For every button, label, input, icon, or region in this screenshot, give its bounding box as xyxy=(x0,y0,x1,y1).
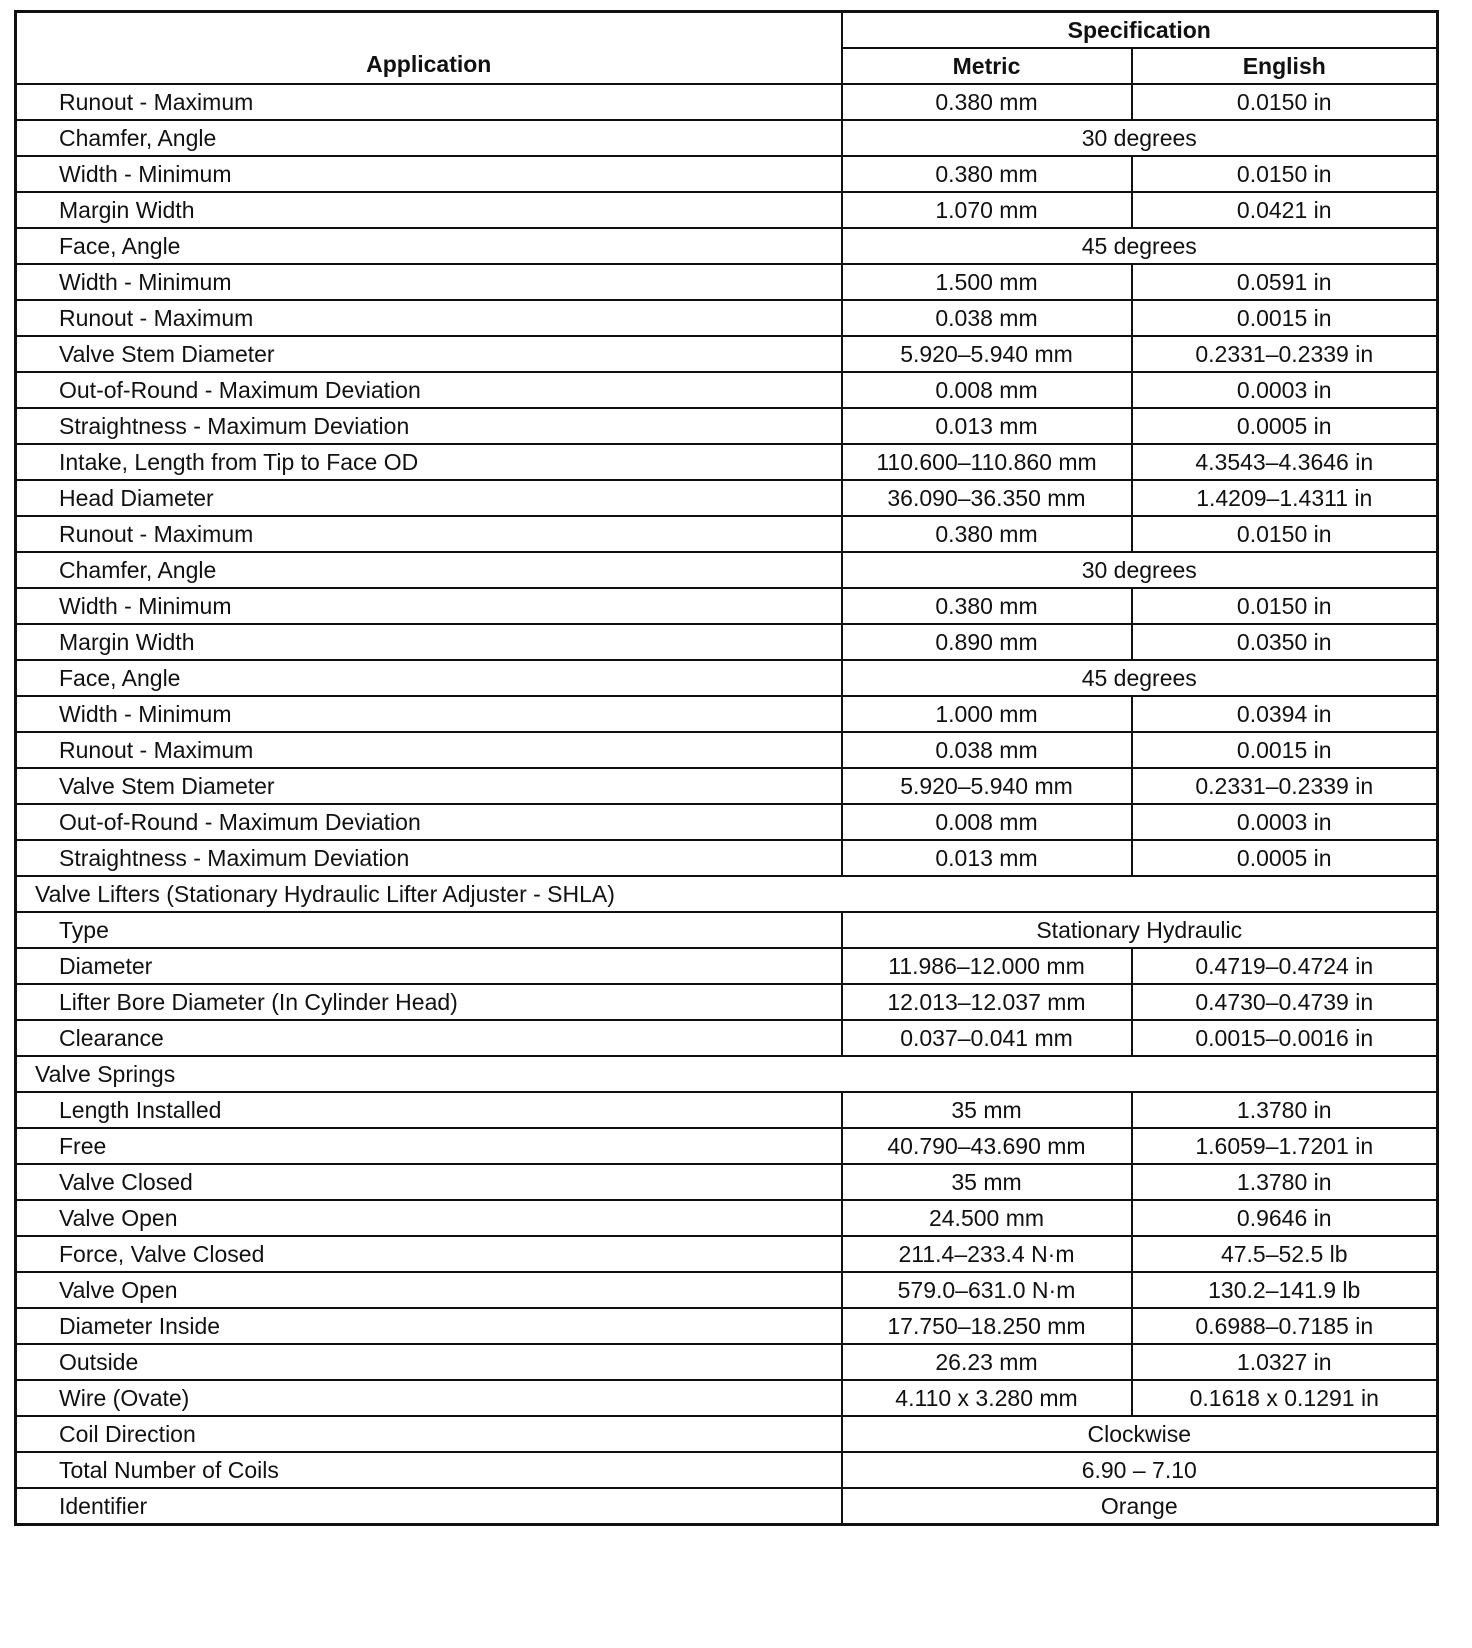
application-cell: Margin Width xyxy=(16,192,842,228)
metric-cell: 579.0–631.0 N·m xyxy=(842,1272,1132,1308)
application-cell: Width - Minimum xyxy=(16,588,842,624)
spec-value-cell: Clockwise xyxy=(842,1416,1438,1452)
table-row xyxy=(16,336,1438,372)
english-cell: 0.0150 in xyxy=(1132,588,1438,624)
english-cell: 0.0150 in xyxy=(1132,84,1438,120)
application-cell: Straightness - Maximum Deviation xyxy=(16,840,842,876)
table-row xyxy=(16,1164,1438,1200)
english-cell: 0.4730–0.4739 in xyxy=(1132,984,1438,1020)
table-row xyxy=(16,1380,1438,1416)
table-row xyxy=(16,1488,1438,1525)
table-row xyxy=(16,588,1438,624)
section-label: Valve Springs xyxy=(16,1056,1438,1092)
english-cell: 0.0015–0.0016 in xyxy=(1132,1020,1438,1056)
application-cell: Head Diameter xyxy=(16,480,842,516)
table-row xyxy=(16,84,1438,120)
metric-cell: 0.890 mm xyxy=(842,624,1132,660)
spec-value-cell: 30 degrees xyxy=(842,120,1438,156)
metric-cell: 26.23 mm xyxy=(842,1344,1132,1380)
english-cell: 0.0150 in xyxy=(1132,156,1438,192)
application-cell: Coil Direction xyxy=(16,1416,842,1452)
table-row xyxy=(16,192,1438,228)
header-application: Application xyxy=(16,12,842,85)
table-row xyxy=(16,1092,1438,1128)
english-cell: 0.0005 in xyxy=(1132,408,1438,444)
table-row xyxy=(16,732,1438,768)
application-cell: Valve Stem Diameter xyxy=(16,768,842,804)
metric-cell: 0.013 mm xyxy=(842,408,1132,444)
table-row xyxy=(16,300,1438,336)
table-row xyxy=(16,1344,1438,1380)
application-cell: Valve Closed xyxy=(16,1164,842,1200)
header-metric: Metric xyxy=(842,48,1132,84)
header-row-top xyxy=(16,12,1438,49)
application-cell: Valve Open xyxy=(16,1272,842,1308)
english-cell: 1.0327 in xyxy=(1132,1344,1438,1380)
application-cell: Runout - Maximum xyxy=(16,516,842,552)
application-cell: Wire (Ovate) xyxy=(16,1380,842,1416)
application-cell: Force, Valve Closed xyxy=(16,1236,842,1272)
metric-cell: 0.037–0.041 mm xyxy=(842,1020,1132,1056)
metric-cell: 35 mm xyxy=(842,1092,1132,1128)
metric-cell: 12.013–12.037 mm xyxy=(842,984,1132,1020)
metric-cell: 40.790–43.690 mm xyxy=(842,1128,1132,1164)
table-row xyxy=(16,444,1438,480)
application-cell: Lifter Bore Diameter (In Cylinder Head) xyxy=(16,984,842,1020)
metric-cell: 4.110 x 3.280 mm xyxy=(842,1380,1132,1416)
metric-cell: 11.986–12.000 mm xyxy=(842,948,1132,984)
metric-cell: 0.380 mm xyxy=(842,588,1132,624)
application-cell: Length Installed xyxy=(16,1092,842,1128)
table-row xyxy=(16,696,1438,732)
application-cell: Intake, Length from Tip to Face OD xyxy=(16,444,842,480)
table-row xyxy=(16,660,1438,696)
application-cell: Out-of-Round - Maximum Deviation xyxy=(16,372,842,408)
table-row xyxy=(16,1416,1438,1452)
spec-table xyxy=(14,10,1439,1526)
application-cell: Margin Width xyxy=(16,624,842,660)
application-cell: Width - Minimum xyxy=(16,264,842,300)
table-row xyxy=(16,624,1438,660)
application-cell: Valve Open xyxy=(16,1200,842,1236)
application-cell: Type xyxy=(16,912,842,948)
table-row xyxy=(16,948,1438,984)
application-cell: Diameter xyxy=(16,948,842,984)
table-row xyxy=(16,804,1438,840)
table-row xyxy=(16,912,1438,948)
application-cell: Runout - Maximum xyxy=(16,300,842,336)
application-cell: Out-of-Round - Maximum Deviation xyxy=(16,804,842,840)
table-row xyxy=(16,840,1438,876)
application-cell: Free xyxy=(16,1128,842,1164)
table-row xyxy=(16,408,1438,444)
application-cell: Outside xyxy=(16,1344,842,1380)
english-cell: 0.0591 in xyxy=(1132,264,1438,300)
english-cell: 0.0003 in xyxy=(1132,804,1438,840)
table-row xyxy=(16,228,1438,264)
table-row xyxy=(16,1020,1438,1056)
application-cell: Runout - Maximum xyxy=(16,84,842,120)
table-row xyxy=(16,1272,1438,1308)
table-row xyxy=(16,1308,1438,1344)
metric-cell: 1.070 mm xyxy=(842,192,1132,228)
table-row xyxy=(16,984,1438,1020)
application-cell: Identifier xyxy=(16,1488,842,1525)
english-cell: 0.2331–0.2339 in xyxy=(1132,336,1438,372)
english-cell: 0.1618 x 0.1291 in xyxy=(1132,1380,1438,1416)
table-header xyxy=(16,12,1438,85)
table-row xyxy=(16,516,1438,552)
header-english: English xyxy=(1132,48,1438,84)
application-cell: Clearance xyxy=(16,1020,842,1056)
metric-cell: 0.380 mm xyxy=(842,516,1132,552)
metric-cell: 1.000 mm xyxy=(842,696,1132,732)
metric-cell: 1.500 mm xyxy=(842,264,1132,300)
spec-value-cell: 6.90 – 7.10 xyxy=(842,1452,1438,1488)
metric-cell: 0.380 mm xyxy=(842,156,1132,192)
application-cell: Valve Stem Diameter xyxy=(16,336,842,372)
metric-cell: 0.038 mm xyxy=(842,300,1132,336)
english-cell: 0.6988–0.7185 in xyxy=(1132,1308,1438,1344)
english-cell: 1.6059–1.7201 in xyxy=(1132,1128,1438,1164)
english-cell: 0.0003 in xyxy=(1132,372,1438,408)
spec-value-cell: 45 degrees xyxy=(842,228,1438,264)
table-row xyxy=(16,1236,1438,1272)
spec-value-cell: Orange xyxy=(842,1488,1438,1525)
spec-value-cell: 30 degrees xyxy=(842,552,1438,588)
table-row xyxy=(16,372,1438,408)
application-cell: Diameter Inside xyxy=(16,1308,842,1344)
application-cell: Face, Angle xyxy=(16,660,842,696)
application-cell: Chamfer, Angle xyxy=(16,552,842,588)
english-cell: 0.0015 in xyxy=(1132,300,1438,336)
metric-cell: 36.090–36.350 mm xyxy=(842,480,1132,516)
application-cell: Total Number of Coils xyxy=(16,1452,842,1488)
table-row xyxy=(16,1200,1438,1236)
application-cell: Width - Minimum xyxy=(16,696,842,732)
metric-cell: 0.038 mm xyxy=(842,732,1132,768)
section-label: Valve Lifters (Stationary Hydraulic Lifter Adjuster - SHLA) xyxy=(16,876,1438,912)
table-row xyxy=(16,480,1438,516)
english-cell: 0.0421 in xyxy=(1132,192,1438,228)
english-cell: 0.4719–0.4724 in xyxy=(1132,948,1438,984)
english-cell: 0.2331–0.2339 in xyxy=(1132,768,1438,804)
application-cell: Width - Minimum xyxy=(16,156,842,192)
table-row xyxy=(16,156,1438,192)
english-cell: 0.0150 in xyxy=(1132,516,1438,552)
application-cell: Runout - Maximum xyxy=(16,732,842,768)
english-cell: 0.0350 in xyxy=(1132,624,1438,660)
metric-cell: 24.500 mm xyxy=(842,1200,1132,1236)
english-cell: 0.9646 in xyxy=(1132,1200,1438,1236)
table-row xyxy=(16,768,1438,804)
application-cell: Face, Angle xyxy=(16,228,842,264)
metric-cell: 35 mm xyxy=(842,1164,1132,1200)
metric-cell: 5.920–5.940 mm xyxy=(842,768,1132,804)
section-row xyxy=(16,1056,1438,1092)
header-specification: Specification xyxy=(842,12,1438,49)
metric-cell: 17.750–18.250 mm xyxy=(842,1308,1132,1344)
section-row xyxy=(16,876,1438,912)
table-row xyxy=(16,1128,1438,1164)
english-cell: 47.5–52.5 lb xyxy=(1132,1236,1438,1272)
english-cell: 4.3543–4.3646 in xyxy=(1132,444,1438,480)
table-row xyxy=(16,120,1438,156)
metric-cell: 0.380 mm xyxy=(842,84,1132,120)
metric-cell: 211.4–233.4 N·m xyxy=(842,1236,1132,1272)
spec-value-cell: Stationary Hydraulic xyxy=(842,912,1438,948)
metric-cell: 0.013 mm xyxy=(842,840,1132,876)
application-cell: Straightness - Maximum Deviation xyxy=(16,408,842,444)
table-body xyxy=(16,84,1438,1525)
english-cell: 1.4209–1.4311 in xyxy=(1132,480,1438,516)
english-cell: 0.0394 in xyxy=(1132,696,1438,732)
english-cell: 1.3780 in xyxy=(1132,1164,1438,1200)
english-cell: 130.2–141.9 lb xyxy=(1132,1272,1438,1308)
spec-value-cell: 45 degrees xyxy=(842,660,1438,696)
table-row xyxy=(16,264,1438,300)
english-cell: 1.3780 in xyxy=(1132,1092,1438,1128)
table-row xyxy=(16,552,1438,588)
metric-cell: 0.008 mm xyxy=(842,804,1132,840)
english-cell: 0.0015 in xyxy=(1132,732,1438,768)
metric-cell: 0.008 mm xyxy=(842,372,1132,408)
english-cell: 0.0005 in xyxy=(1132,840,1438,876)
table-row xyxy=(16,1452,1438,1488)
metric-cell: 5.920–5.940 mm xyxy=(842,336,1132,372)
metric-cell: 110.600–110.860 mm xyxy=(842,444,1132,480)
application-cell: Chamfer, Angle xyxy=(16,120,842,156)
